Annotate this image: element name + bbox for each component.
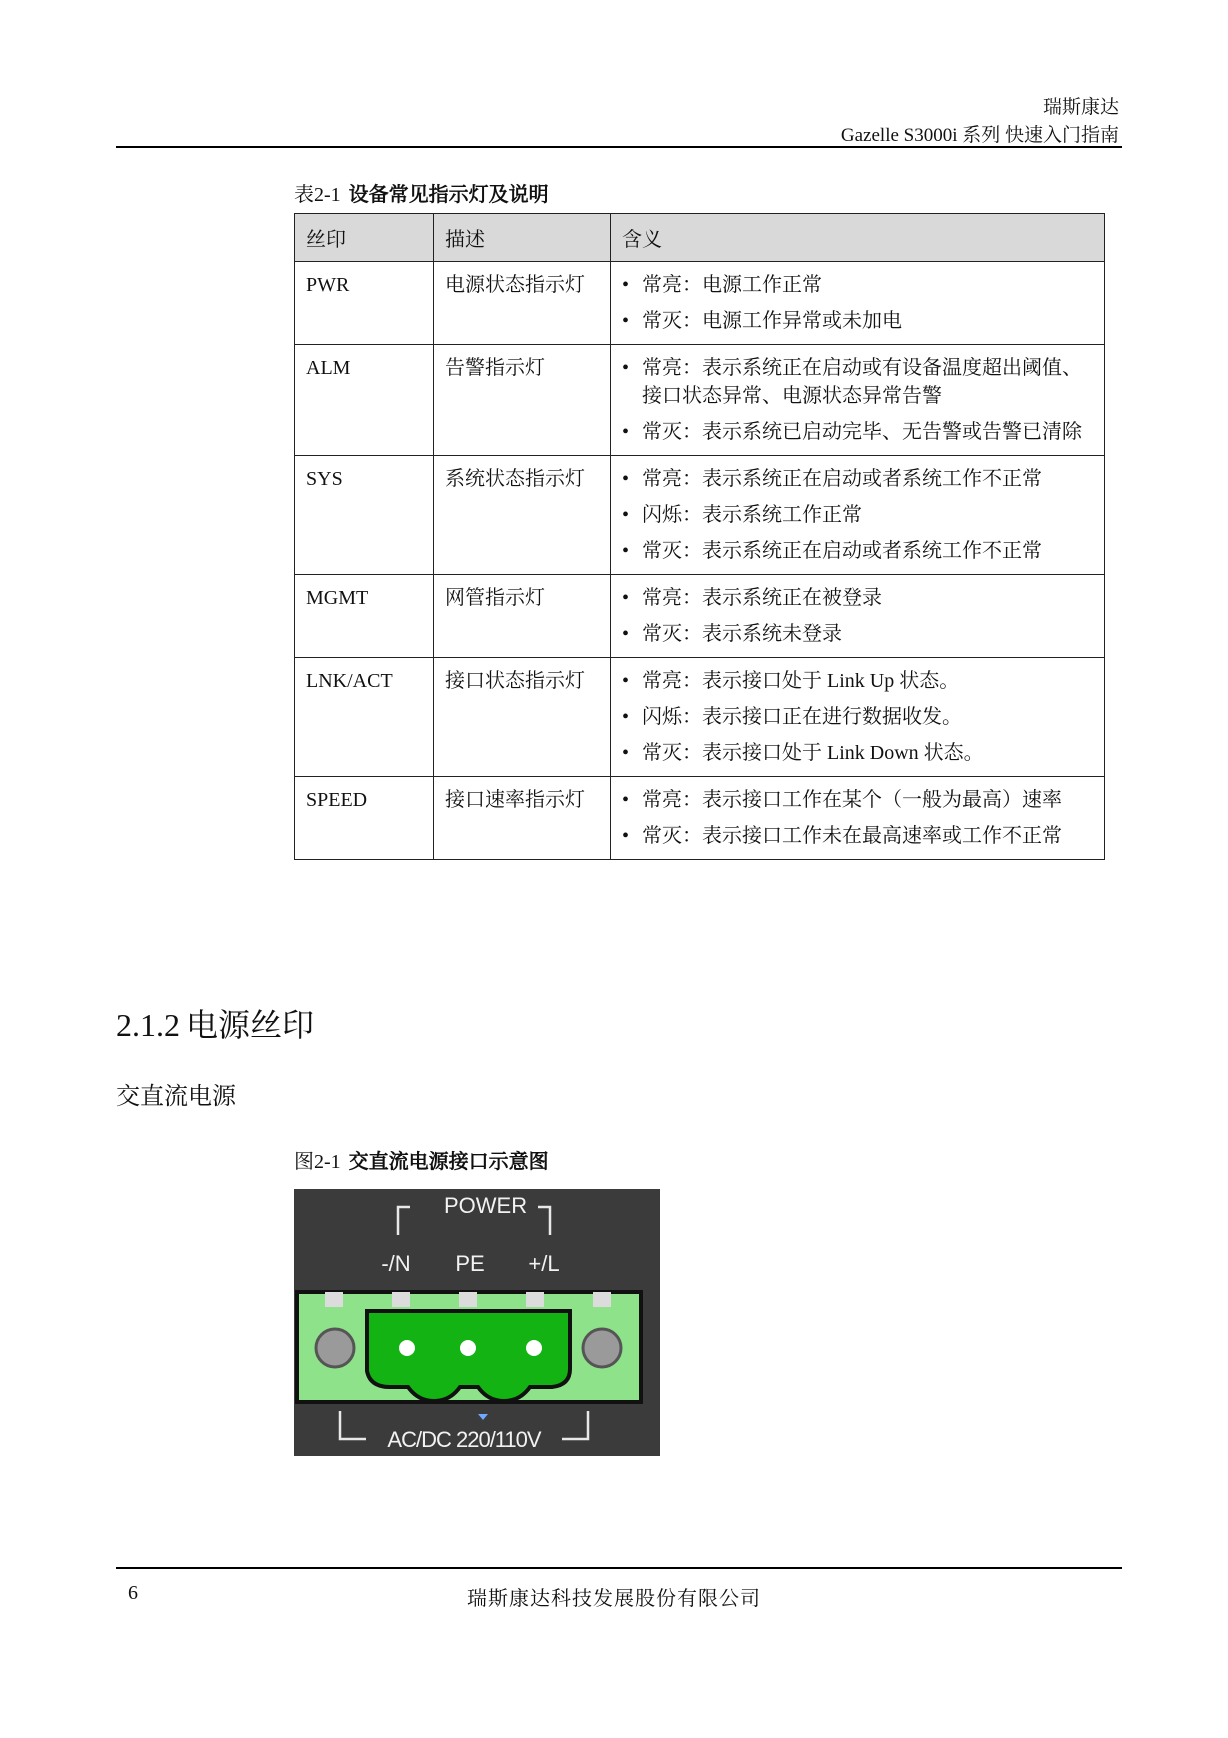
power-connector-diagram [294,1189,660,1456]
page-number: 6 [128,1582,138,1604]
cell-meaning [611,777,1105,860]
pin-live [526,1340,542,1356]
footer-rule [116,1567,1122,1569]
label-rating: AC/DC 220/110V [387,1427,541,1452]
subsection-heading: 交直流电源 [116,1082,236,1110]
cell-desc: 网管指示灯 [434,575,611,658]
cell-silk: LNK/ACT [295,658,434,777]
cell-silk: ALM [295,345,434,456]
section-heading [116,1000,314,1046]
figure-caption [294,1145,549,1174]
terminal-tab [459,1292,477,1307]
column-header-desc: 描述 [434,214,611,262]
table-header-row [295,214,1105,262]
header-company: 瑞斯康达 [1042,97,1119,118]
table-caption [294,178,549,207]
meaning-item: • 常亮：表示系统正在启动或有设备温度超出阈值、接口状态异常、电源状态异常告警 [622,354,1093,410]
cell-meaning [611,658,1105,777]
label-live: +/L [528,1251,560,1276]
table-caption-title: 设备常见指示灯及说明 [348,182,549,206]
table-row [295,262,1105,345]
label-pe: PE [455,1251,485,1276]
section-number: 2.1.2 [116,1007,180,1043]
cell-desc: 告警指示灯 [434,345,611,456]
meaning-item: • 常亮：表示接口处于 Link Up 状态。 [622,667,1093,695]
meaning-item: • 常灭：表示接口处于 Link Down 状态。 [622,739,1093,767]
table-row [295,456,1105,575]
terminal-tab [593,1292,611,1307]
cell-desc: 接口速率指示灯 [434,777,611,860]
screw-right [583,1329,621,1367]
label-neutral: -/N [381,1251,411,1276]
cell-desc: 电源状态指示灯 [434,262,611,345]
cell-desc: 系统状态指示灯 [434,456,611,575]
table-row [295,658,1105,777]
header-product-title: Gazelle S3000i 系列 快速入门指南 [840,125,1119,146]
meaning-item: • 常灭：表示系统正在启动或者系统工作不正常 [622,537,1093,565]
cell-meaning [611,456,1105,575]
pin-neutral [399,1340,415,1356]
meaning-item: • 常亮：表示系统正在被登录 [622,584,1093,612]
cell-desc: 接口状态指示灯 [434,658,611,777]
column-header-silk: 丝印 [295,214,434,262]
footer-company: 瑞斯康达科技发展股份有限公司 [467,1588,761,1610]
cell-silk: SPEED [295,777,434,860]
table-row [295,575,1105,658]
plug [367,1311,570,1401]
figure-caption-title: 交直流电源接口示意图 [348,1149,549,1173]
table-row [295,345,1105,456]
cell-silk: PWR [295,262,434,345]
table-row [295,777,1105,860]
label-power: POWER [444,1193,528,1218]
meaning-item: • 闪烁：表示系统工作正常 [622,501,1093,529]
figure-caption-number: 图2-1 [294,1151,341,1173]
header-rule [116,146,1122,148]
meaning-item: • 常亮：表示接口工作在某个（一般为最高）速率 [622,786,1093,814]
meaning-item: • 闪烁：表示接口正在进行数据收发。 [622,703,1093,731]
meaning-item: • 常灭：表示接口工作未在最高速率或工作不正常 [622,822,1093,850]
cell-meaning [611,345,1105,456]
meaning-item: • 常灭：表示系统未登录 [622,620,1093,648]
column-header-meaning: 含义 [611,214,1105,262]
table-caption-number: 表2-1 [294,184,341,206]
terminal-tab [392,1292,410,1307]
indicator-table [294,213,1105,860]
terminal-tab [526,1292,544,1307]
section-title: 电源丝印 [186,1006,315,1044]
cell-meaning [611,262,1105,345]
meaning-item: • 常亮：表示系统正在启动或者系统工作不正常 [622,465,1093,493]
screw-left [316,1329,354,1367]
meaning-item: • 常灭：表示系统已启动完毕、无告警或告警已清除 [622,418,1093,446]
meaning-item: • 常灭：电源工作异常或未加电 [622,307,1093,335]
terminal-tab [325,1292,343,1307]
meaning-item: • 常亮：电源工作正常 [622,271,1093,299]
cell-meaning [611,575,1105,658]
cell-silk: SYS [295,456,434,575]
cell-silk: MGMT [295,575,434,658]
pin-pe [460,1340,476,1356]
